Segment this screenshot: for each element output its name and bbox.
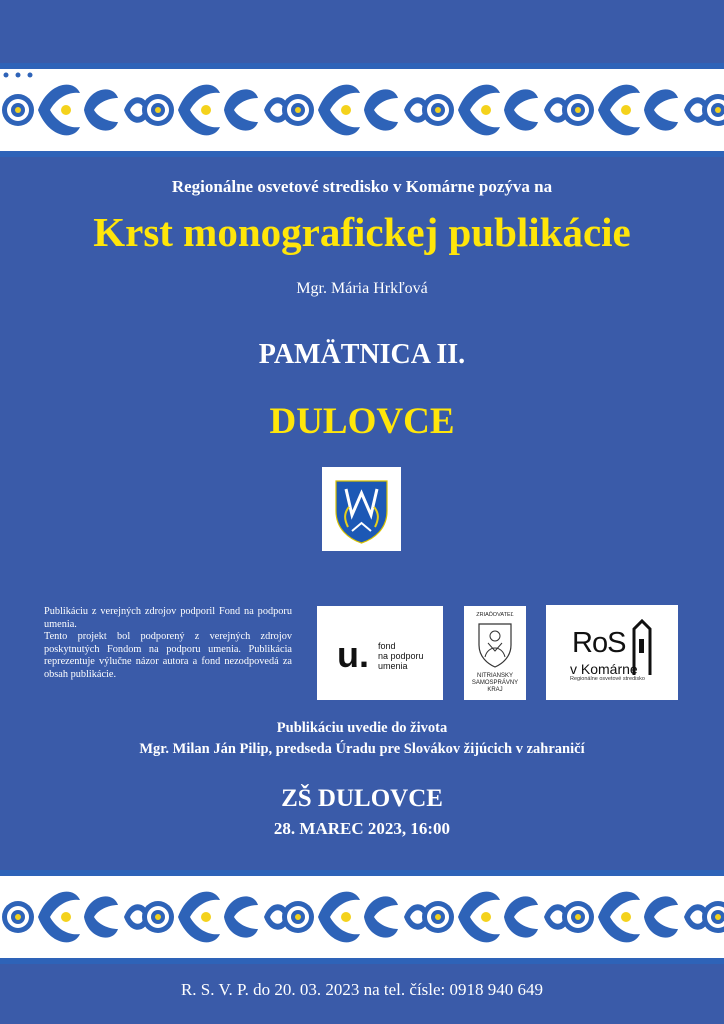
- fpu-text-line: umenia: [378, 661, 408, 671]
- organizer-intro: Regionálne osvetové stredisko v Komárne pozýva na: [171, 177, 553, 196]
- presenter-intro: Publikáciu uvedie do života: [276, 720, 448, 736]
- ros-logo-name: RoS: [572, 627, 626, 659]
- ros-logo-subtitle: Regionálne osvetové stredisko: [570, 676, 645, 682]
- publication-title: PAMÄTNICA II.: [258, 339, 466, 370]
- page-title: Krst monografickej publikácie: [93, 209, 631, 255]
- author-name: Mgr. Mária Hrkľová: [296, 280, 428, 297]
- nsk-founder-label: ZRIAĎOVATEĽ: [476, 612, 514, 618]
- nsk-logo: [464, 606, 526, 700]
- folk-ornament-band-top: [0, 63, 724, 157]
- coat-of-arms-icon: [322, 467, 401, 551]
- event-venue: ZŠ DULOVCE: [281, 785, 443, 812]
- nitra-crest-icon: [476, 621, 514, 669]
- event-datetime: 28. MAREC 2023, 16:00: [273, 819, 451, 838]
- village-name: DULOVCE: [269, 401, 455, 442]
- nsk-name-line: KRAJ: [487, 687, 503, 693]
- funding-line-1: Publikáciu z verejných zdrojov podporil Fond na podporu umenia.: [44, 606, 292, 630]
- ros-logo: [546, 605, 678, 700]
- rsvp-line: R. S. V. P. do 20. 03. 2023 na tel. čísle: 0918 940 649: [180, 980, 544, 999]
- folk-ornament-icon: [0, 63, 724, 157]
- funding-line-2: Tento projekt bol podporený z verejných zdrojov poskytnutých Fondom na podporu umenia. Publikácia reprezentuje výlučne názor autora a fond nezodpovedá za obsah publikácie.: [44, 631, 292, 680]
- presenter-name: Mgr. Milan Ján Pilip, predseda Úradu pre Slovákov žijúcich v zahraničí: [139, 741, 585, 757]
- fpu-logo-mark: u.: [337, 634, 369, 675]
- nsk-name-line: SAMOSPRÁVNY: [471, 680, 519, 686]
- dulovce-crest: [322, 467, 401, 551]
- nsk-name: [464, 673, 526, 694]
- folk-ornament-band-bottom: [0, 870, 724, 964]
- fpu-logo-text: [378, 641, 424, 671]
- fpu-text-line: na podporu: [378, 651, 424, 661]
- ros-logo-city: v Komárne: [570, 661, 638, 677]
- funding-note: [44, 606, 292, 682]
- fpu-text-line: fond: [378, 641, 396, 651]
- nsk-name-line: NITRIANSKY: [476, 673, 513, 679]
- folk-ornament-icon: [0, 870, 724, 964]
- fpu-logo: [317, 606, 443, 700]
